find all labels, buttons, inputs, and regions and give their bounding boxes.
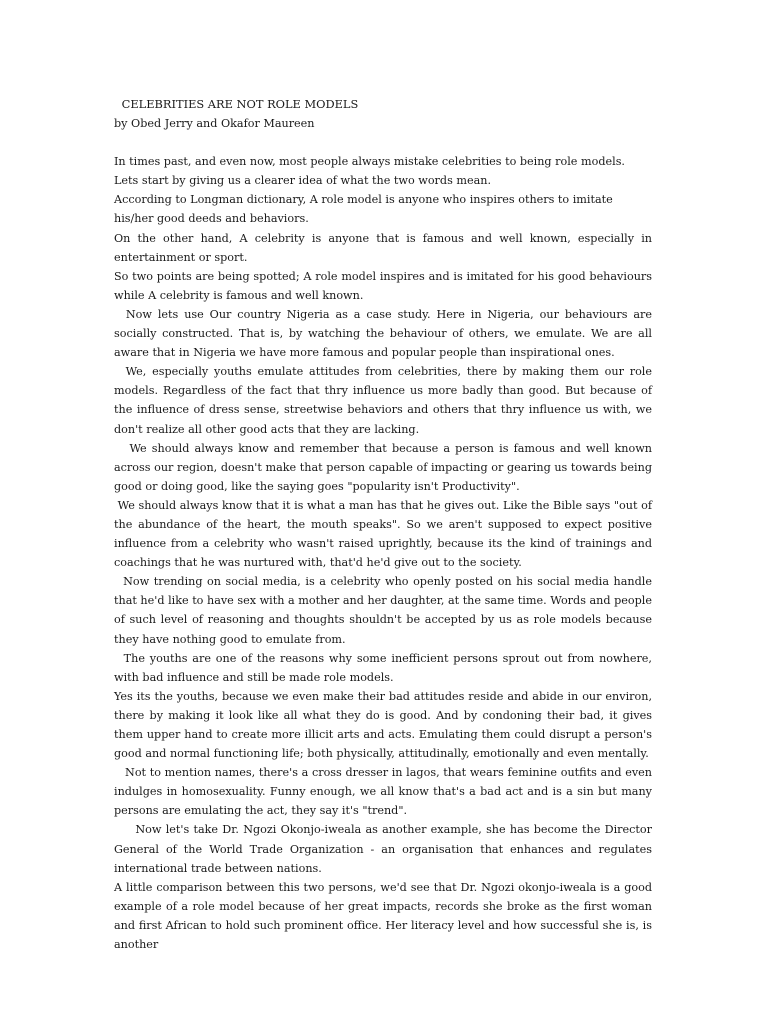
paragraph: The youths are one of the reasons why some inefficient persons sprout out from nowhere, with bad influence and still be made role models. [114, 651, 656, 684]
spacer [114, 133, 652, 152]
paragraph: Yes its the youths, because we even make their bad attitudes reside and abide in our environ, there by making it look like all what they do is good. And by condoning their bad, it gives them upper hand to create more illicit arts and acts. Emulating them could disrupt a person's good and normal functioning life; both physically, attitudinally, emotionally and even mentally. [114, 689, 656, 761]
paragraph: In times past, and even now, most people always mistake celebrities to being role models. [114, 155, 625, 169]
paragraph: We should always know that it is what a man has that he gives out. Like the Bible says "out of the abundance of the heart, the mouth speaks". So we aren't supposed to expect positive influence from a celebrity who wasn't raised uprightly, because its the kind of trainings and coachings that he was nurtured with, that'd he'd give out to the society. [114, 498, 656, 570]
paragraph: Now let's take Dr. Ngozi Okonjo-iweala as another example, she has become the Director General of the World Trade Organization - an organisation that enhances and regulates international trade between nations. [114, 823, 656, 875]
paragraph: According to Longman dictionary, A role model is anyone who inspires others to imitate his/her good deeds and behaviors. [114, 193, 617, 226]
document-page [114, 95, 656, 954]
paragraph: Not to mention names, there's a cross dresser in lagos, that wears feminine outfits and even indulges in homosexuality. Funny enough, we all know that's a bad act and is a sin but many persons are emulating the act, they say it's "trend". [114, 766, 656, 818]
paragraph: On the other hand, A celebrity is anyone that is famous and well known, especially in entertainment or sport. [114, 231, 656, 264]
paragraph: Now trending on social media, is a celebrity who openly posted on his social media handle that he'd like to have sex with a mother and her daughter, at the same time. Words and people of such level of reasoning and thoughts shouldn't be accepted by us as role models because they have nothing good to emulate from. [114, 575, 656, 646]
paragraph: We, especially youths emulate attitudes from celebrities, there by making them our role models. Regardless of the fact that thry influence us more badly than good. But because of the influence of dress sense, streetwise behaviors and others that thry influence us with, we don't realize all other good acts that they are lacking. [114, 365, 656, 436]
paragraph: Lets start by giving us a clearer idea of what the two words mean. [114, 174, 492, 188]
paragraph: So two points are being spotted; A role model inspires and is imitated for his good behaviours while A celebrity is famous and well known. [114, 269, 656, 302]
paragraph: Now lets use Our country Nigeria as a case study. Here in Nigeria, our behaviours are socially constructed. That is, by watching the behaviour of others, we emulate. We are all aware that in Nigeria we have more famous and popular people than inspirational ones. [114, 307, 656, 360]
paragraph: We should always know and remember that because a person is famous and well known across our region, doesn't make that person capable of impacting or gearing us towards being good or doing good, like the saying goes "popularity isn't Productivity". [114, 441, 656, 493]
paragraph: A little comparison between this two persons, we'd see that Dr. Ngozi okonjo-iweala is a good example of a role model because of her great impacts, records she broke as the first woman and first African to hold such prominent office. Her literacy level and how successful she is, is another [114, 880, 656, 952]
document-title: CELEBRITIES ARE NOT ROLE MODELS [118, 97, 359, 111]
document-byline: by Obed Jerry and Okafor Maureen [114, 117, 315, 131]
document-body [114, 152, 656, 954]
